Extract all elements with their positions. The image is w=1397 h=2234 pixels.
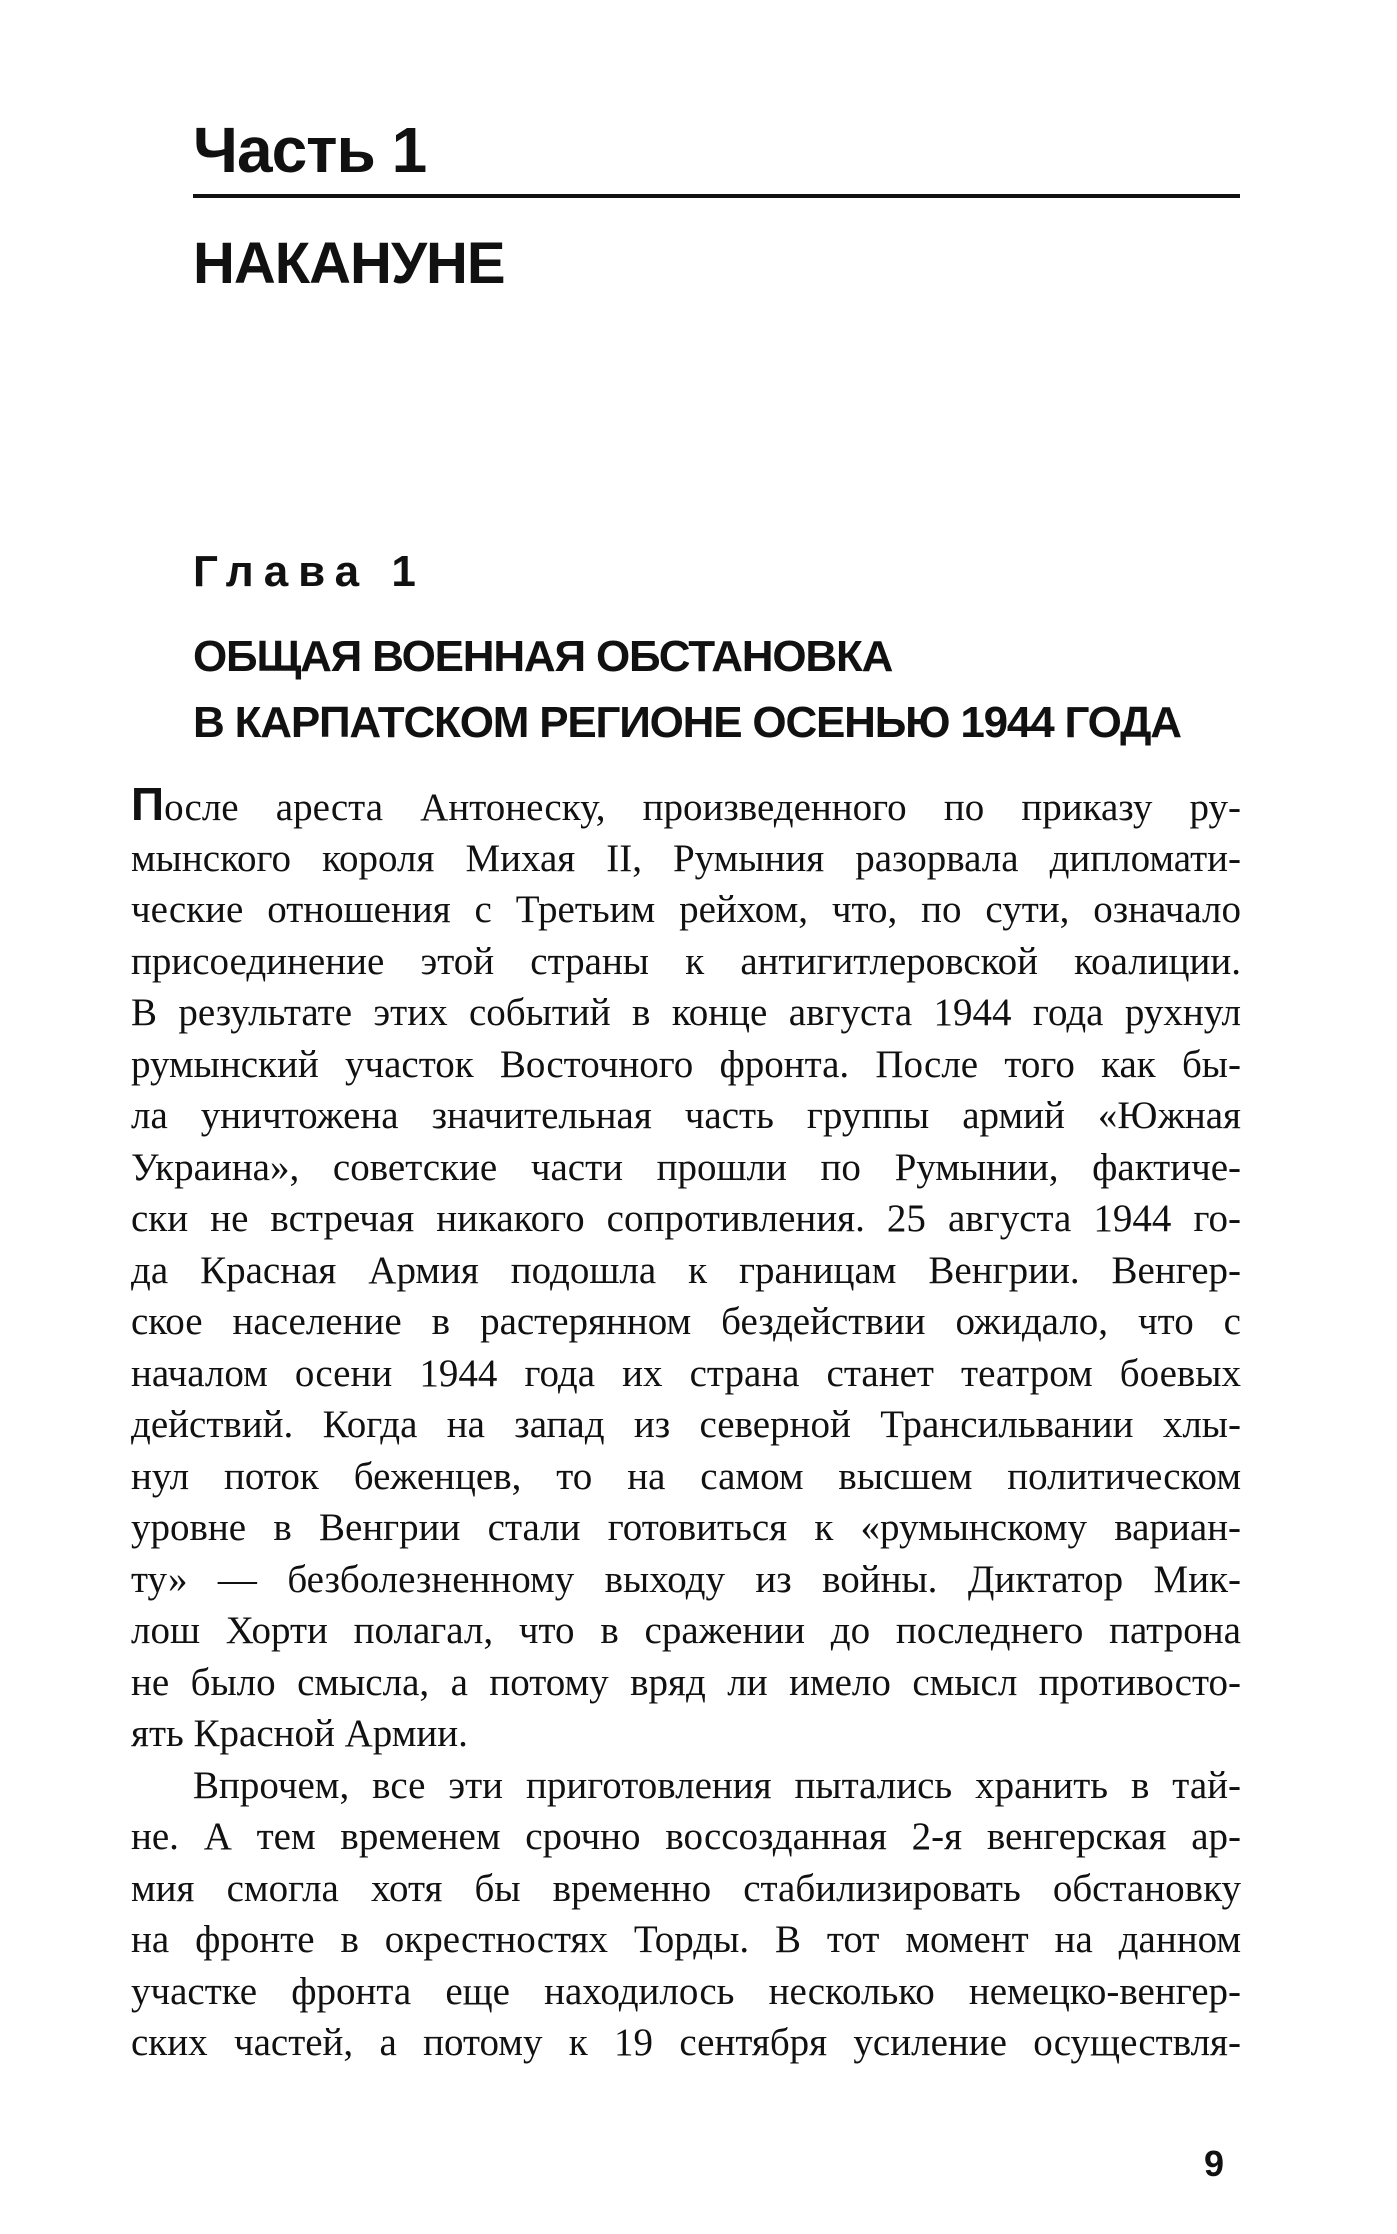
chapter-title-line: В КАРПАТСКОМ РЕГИОНЕ ОСЕНЬЮ 1944 ГОДА (193, 698, 1181, 747)
text-line: ское население в растерянном бездействии ожидало, что с (131, 1300, 1241, 1343)
body-text (131, 778, 1241, 2069)
page-number: 9 (1204, 2143, 1225, 2184)
text-line: не. А тем временем срочно воссозданная 2-я венгерская ар- (131, 1815, 1241, 1858)
text-line: ски не встречая никакого сопротивления. 25 августа 1944 го- (131, 1197, 1241, 1240)
part-divider (193, 194, 1240, 198)
text-line: на фронте в окрестностях Торды. В тот момент на данном (131, 1918, 1241, 1961)
text-line: В результате этих событий в конце августа 1944 года рухнул (131, 991, 1241, 1034)
text-line: да Красная Армия подошла к границам Венгрии. Венгер- (131, 1248, 1241, 1292)
text-line: нул поток беженцев, то на самом высшем политическом (131, 1454, 1241, 1498)
text-line: участке фронта еще находилось несколько немецко-венгер- (131, 1969, 1241, 2013)
drop-cap: П (131, 778, 165, 830)
text-line: Впрочем, все эти приготовления пытались хранить в тай- (193, 1763, 1241, 1807)
text-line: ять Красной Армии. (131, 1712, 468, 1755)
text-line: Украина», советские части прошли по Румынии, фактиче- (131, 1145, 1241, 1189)
text-line: ческие отношения с Третьим рейхом, что, по сути, означало (131, 888, 1241, 931)
chapter-title-line: ОБЩАЯ ВОЕННАЯ ОБСТАНОВКА (193, 632, 893, 681)
paragraph-2 (131, 1760, 1241, 2069)
text-line: румынский участок Восточного фронта. После того как бы- (131, 1042, 1241, 1086)
text-line: мия смогла хотя бы временно стабилизировать обстановку (131, 1866, 1241, 1910)
text-line: лош Хорти полагал, что в сражении до последнего патрона (131, 1609, 1241, 1652)
paragraph-1 (131, 778, 1241, 1760)
text-line: началом осени 1944 года их страна станет театром боевых (131, 1351, 1241, 1395)
text-line: уровне в Венгрии стали готовиться к «румынскому вариан- (131, 1506, 1241, 1549)
text-line: мынского короля Михая II, Румыния разорвала дипломати- (131, 836, 1241, 880)
text-line: действий. Когда на запад из северной Трансильвании хлы- (131, 1403, 1241, 1446)
text-line: После ареста Антонеску, произведенного по приказу ру- (131, 778, 1241, 830)
text-line: ла уничтожена значительная часть группы армий «Южная (131, 1094, 1241, 1137)
text-line: присоединение этой страны к антигитлеровской коалиции. (131, 939, 1241, 983)
chapter-title (193, 624, 1253, 756)
chapter-label: Глава 1 (193, 547, 426, 596)
text-line: ту» — безболезненному выходу из войны. Диктатор Мик- (131, 1557, 1241, 1601)
text-line: ских частей, а потому к 19 сентября усиление осуществля- (131, 2021, 1241, 2064)
part-label: Часть 1 (193, 114, 427, 186)
text-line: не было смысла, а потому вряд ли имело смысл противосто- (131, 1660, 1241, 1704)
part-title: НАКАНУНЕ (193, 231, 505, 296)
